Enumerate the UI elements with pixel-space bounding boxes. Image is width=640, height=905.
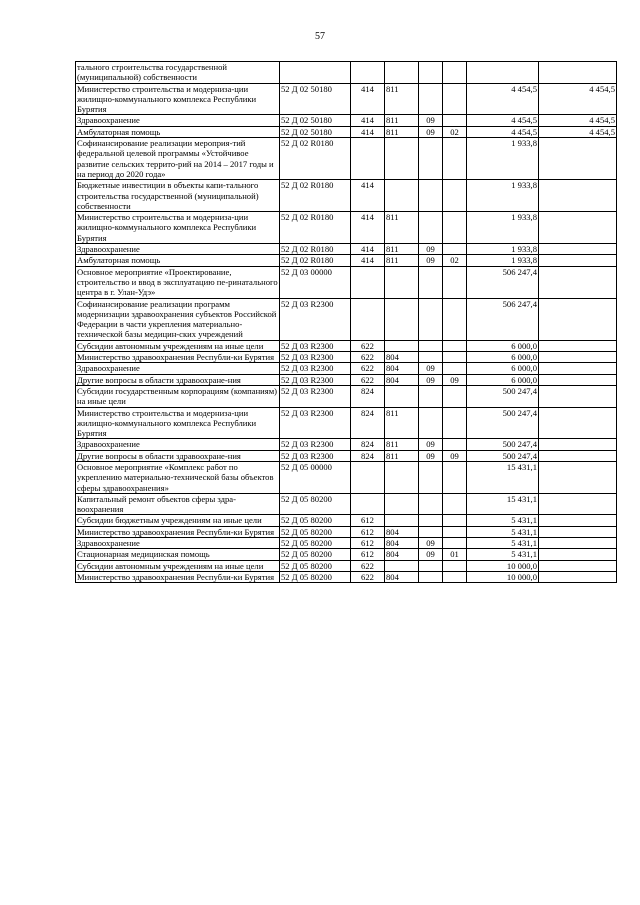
table-row xyxy=(76,126,617,137)
expense-type-code-cell: 824 xyxy=(351,450,385,461)
subsection-code-cell xyxy=(443,244,467,255)
target-article-code-cell: 52 Д 03 R2300 xyxy=(280,374,351,385)
table-row xyxy=(76,352,617,363)
row-name-cell: Софинансирование реализации мероприя-тий федеральной целевой программы «Устойчивое развитие сельских террито-рий на 2014 – 2017 годы и на период до 2020 года» xyxy=(76,138,280,180)
section-code-cell: 09 xyxy=(419,538,443,549)
expense-type-code-cell: 622 xyxy=(351,571,385,582)
target-article-code-cell: 52 Д 03 R2300 xyxy=(280,439,351,450)
target-article-code-cell: 52 Д 03 R2300 xyxy=(280,298,351,340)
section-code-cell xyxy=(419,407,443,439)
administrator-code-cell xyxy=(385,461,419,493)
row-name-cell: Субсидии бюджетным учреждениям на иные цели xyxy=(76,515,280,526)
section-code-cell xyxy=(419,571,443,582)
row-name-cell: Здравоохранение xyxy=(76,538,280,549)
amount-year-2-cell xyxy=(539,385,617,407)
expense-type-code-cell: 824 xyxy=(351,407,385,439)
expense-type-code-cell: 414 xyxy=(351,83,385,115)
section-code-cell: 09 xyxy=(419,115,443,126)
row-name-cell: Субсидии автономным учреждениям на иные цели xyxy=(76,560,280,571)
section-code-cell xyxy=(419,212,443,244)
administrator-code-cell: 811 xyxy=(385,244,419,255)
amount-year-1-cell: 506 247,4 xyxy=(467,266,539,298)
amount-year-2-cell xyxy=(539,244,617,255)
section-code-cell xyxy=(419,526,443,537)
amount-year-1-cell xyxy=(467,62,539,84)
target-article-code-cell: 52 Д 05 80200 xyxy=(280,549,351,560)
row-name-cell: Субсидии государственным корпорациям (компаниям) на иные цели xyxy=(76,385,280,407)
expense-type-code-cell: 414 xyxy=(351,180,385,212)
section-code-cell xyxy=(419,83,443,115)
section-code-cell: 09 xyxy=(419,244,443,255)
target-article-code-cell xyxy=(280,62,351,84)
row-name-cell: Министерство строительства и модерниза-ции жилищно-коммунального комплекса Республики Бурятия xyxy=(76,83,280,115)
table-row xyxy=(76,115,617,126)
target-article-code-cell: 52 Д 05 80200 xyxy=(280,560,351,571)
subsection-code-cell: 09 xyxy=(443,450,467,461)
amount-year-1-cell: 6 000,0 xyxy=(467,374,539,385)
target-article-code-cell: 52 Д 02 R0180 xyxy=(280,138,351,180)
expense-type-code-cell: 612 xyxy=(351,549,385,560)
expense-type-code-cell xyxy=(351,461,385,493)
administrator-code-cell xyxy=(385,266,419,298)
amount-year-1-cell: 4 454,5 xyxy=(467,83,539,115)
table-row xyxy=(76,212,617,244)
administrator-code-cell: 804 xyxy=(385,363,419,374)
target-article-code-cell: 52 Д 03 R2300 xyxy=(280,363,351,374)
subsection-code-cell xyxy=(443,407,467,439)
administrator-code-cell: 811 xyxy=(385,450,419,461)
subsection-code-cell xyxy=(443,352,467,363)
table-row xyxy=(76,255,617,266)
amount-year-1-cell: 1 933,8 xyxy=(467,255,539,266)
target-article-code-cell: 52 Д 05 80200 xyxy=(280,571,351,582)
row-name-cell: Другие вопросы в области здравоохране-ния xyxy=(76,450,280,461)
amount-year-2-cell xyxy=(539,255,617,266)
target-article-code-cell: 52 Д 03 R2300 xyxy=(280,407,351,439)
expense-type-code-cell: 414 xyxy=(351,244,385,255)
table-row xyxy=(76,244,617,255)
target-article-code-cell: 52 Д 02 50180 xyxy=(280,115,351,126)
budget-table-body xyxy=(76,62,617,583)
subsection-code-cell xyxy=(443,538,467,549)
amount-year-1-cell: 5 431,1 xyxy=(467,538,539,549)
administrator-code-cell: 804 xyxy=(385,538,419,549)
row-name-cell: Софинансирование реализации программ модернизации здравоохранения субъектов Российской Федерации в части укрепления материально-технической базы медицин-ских учреждений xyxy=(76,298,280,340)
target-article-code-cell: 52 Д 02 R0180 xyxy=(280,180,351,212)
section-code-cell xyxy=(419,298,443,340)
target-article-code-cell: 52 Д 02 R0180 xyxy=(280,255,351,266)
expense-type-code-cell: 414 xyxy=(351,255,385,266)
amount-year-2-cell xyxy=(539,298,617,340)
subsection-code-cell xyxy=(443,212,467,244)
expense-type-code-cell xyxy=(351,62,385,84)
table-row xyxy=(76,493,617,515)
amount-year-2-cell xyxy=(539,549,617,560)
target-article-code-cell: 52 Д 02 R0180 xyxy=(280,212,351,244)
amount-year-1-cell: 506 247,4 xyxy=(467,298,539,340)
amount-year-2-cell xyxy=(539,180,617,212)
budget-table xyxy=(75,61,617,583)
section-code-cell: 09 xyxy=(419,255,443,266)
subsection-code-cell xyxy=(443,138,467,180)
target-article-code-cell: 52 Д 05 80200 xyxy=(280,538,351,549)
expense-type-code-cell: 622 xyxy=(351,560,385,571)
section-code-cell: 09 xyxy=(419,126,443,137)
amount-year-1-cell: 500 247,4 xyxy=(467,439,539,450)
amount-year-2-cell: 4 454,5 xyxy=(539,115,617,126)
amount-year-1-cell: 5 431,1 xyxy=(467,515,539,526)
row-name-cell: Здравоохранение xyxy=(76,244,280,255)
expense-type-code-cell: 622 xyxy=(351,352,385,363)
row-name-cell: Министерство строительства и модерниза-ции жилищно-коммунального комплекса Республики Бурятия xyxy=(76,407,280,439)
table-row xyxy=(76,450,617,461)
subsection-code-cell: 01 xyxy=(443,549,467,560)
row-name-cell: Здравоохранение xyxy=(76,115,280,126)
expense-type-code-cell xyxy=(351,266,385,298)
amount-year-2-cell xyxy=(539,352,617,363)
section-code-cell xyxy=(419,352,443,363)
amount-year-1-cell: 500 247,4 xyxy=(467,450,539,461)
amount-year-1-cell: 5 431,1 xyxy=(467,549,539,560)
subsection-code-cell xyxy=(443,461,467,493)
subsection-code-cell xyxy=(443,571,467,582)
amount-year-2-cell xyxy=(539,363,617,374)
target-article-code-cell: 52 Д 05 80200 xyxy=(280,526,351,537)
administrator-code-cell: 811 xyxy=(385,407,419,439)
expense-type-code-cell: 824 xyxy=(351,439,385,450)
subsection-code-cell xyxy=(443,83,467,115)
expense-type-code-cell xyxy=(351,298,385,340)
amount-year-1-cell: 6 000,0 xyxy=(467,340,539,351)
amount-year-2-cell xyxy=(539,407,617,439)
subsection-code-cell xyxy=(443,340,467,351)
administrator-code-cell: 811 xyxy=(385,439,419,450)
section-code-cell xyxy=(419,180,443,212)
target-article-code-cell: 52 Д 03 R2300 xyxy=(280,450,351,461)
expense-type-code-cell: 824 xyxy=(351,385,385,407)
administrator-code-cell xyxy=(385,180,419,212)
amount-year-2-cell xyxy=(539,374,617,385)
row-name-cell: Капитальный ремонт объектов сферы здра-воохранения xyxy=(76,493,280,515)
amount-year-1-cell: 5 431,1 xyxy=(467,526,539,537)
section-code-cell xyxy=(419,493,443,515)
administrator-code-cell xyxy=(385,62,419,84)
target-article-code-cell: 52 Д 03 R2300 xyxy=(280,340,351,351)
page-number: 57 xyxy=(315,31,325,42)
subsection-code-cell xyxy=(443,560,467,571)
expense-type-code-cell: 414 xyxy=(351,115,385,126)
target-article-code-cell: 52 Д 03 00000 xyxy=(280,266,351,298)
amount-year-1-cell: 10 000,0 xyxy=(467,560,539,571)
table-row xyxy=(76,266,617,298)
amount-year-2-cell xyxy=(539,212,617,244)
section-code-cell: 09 xyxy=(419,549,443,560)
row-name-cell: Амбулаторная помощь xyxy=(76,126,280,137)
expense-type-code-cell: 612 xyxy=(351,526,385,537)
section-code-cell xyxy=(419,461,443,493)
target-article-code-cell: 52 Д 03 R2300 xyxy=(280,352,351,363)
target-article-code-cell: 52 Д 02 50180 xyxy=(280,126,351,137)
row-name-cell: Министерство здравоохранения Республи-ки Бурятия xyxy=(76,352,280,363)
table-row xyxy=(76,526,617,537)
amount-year-1-cell: 15 431,1 xyxy=(467,461,539,493)
amount-year-2-cell xyxy=(539,560,617,571)
subsection-code-cell xyxy=(443,115,467,126)
amount-year-2-cell xyxy=(539,266,617,298)
row-name-cell: Амбулаторная помощь xyxy=(76,255,280,266)
table-row xyxy=(76,180,617,212)
subsection-code-cell xyxy=(443,363,467,374)
administrator-code-cell xyxy=(385,298,419,340)
amount-year-2-cell xyxy=(539,138,617,180)
subsection-code-cell xyxy=(443,180,467,212)
table-row xyxy=(76,571,617,582)
amount-year-1-cell: 1 933,8 xyxy=(467,180,539,212)
administrator-code-cell: 811 xyxy=(385,115,419,126)
expense-type-code-cell: 622 xyxy=(351,363,385,374)
amount-year-2-cell: 4 454,5 xyxy=(539,126,617,137)
table-row xyxy=(76,439,617,450)
row-name-cell: тального строительства государственной (муниципальной) собственности xyxy=(76,62,280,84)
section-code-cell xyxy=(419,62,443,84)
administrator-code-cell xyxy=(385,560,419,571)
amount-year-1-cell: 4 454,5 xyxy=(467,126,539,137)
amount-year-2-cell xyxy=(539,493,617,515)
section-code-cell xyxy=(419,385,443,407)
amount-year-2-cell xyxy=(539,340,617,351)
table-row xyxy=(76,538,617,549)
amount-year-1-cell: 6 000,0 xyxy=(467,352,539,363)
amount-year-1-cell: 4 454,5 xyxy=(467,115,539,126)
target-article-code-cell: 52 Д 05 80200 xyxy=(280,515,351,526)
row-name-cell: Министерство здравоохранения Республи-ки Бурятия xyxy=(76,526,280,537)
amount-year-2-cell xyxy=(539,526,617,537)
administrator-code-cell: 804 xyxy=(385,374,419,385)
table-row xyxy=(76,385,617,407)
administrator-code-cell: 804 xyxy=(385,571,419,582)
subsection-code-cell xyxy=(443,62,467,84)
administrator-code-cell: 811 xyxy=(385,212,419,244)
administrator-code-cell: 804 xyxy=(385,549,419,560)
table-row xyxy=(76,515,617,526)
table-row xyxy=(76,340,617,351)
section-code-cell xyxy=(419,515,443,526)
expense-type-code-cell xyxy=(351,138,385,180)
subsection-code-cell: 02 xyxy=(443,126,467,137)
table-row xyxy=(76,549,617,560)
subsection-code-cell xyxy=(443,266,467,298)
amount-year-1-cell: 10 000,0 xyxy=(467,571,539,582)
expense-type-code-cell: 622 xyxy=(351,374,385,385)
subsection-code-cell xyxy=(443,298,467,340)
subsection-code-cell: 09 xyxy=(443,374,467,385)
amount-year-2-cell xyxy=(539,571,617,582)
amount-year-1-cell: 1 933,8 xyxy=(467,138,539,180)
target-article-code-cell: 52 Д 02 50180 xyxy=(280,83,351,115)
row-name-cell: Здравоохранение xyxy=(76,363,280,374)
administrator-code-cell xyxy=(385,515,419,526)
amount-year-1-cell: 6 000,0 xyxy=(467,363,539,374)
amount-year-2-cell xyxy=(539,62,617,84)
expense-type-code-cell xyxy=(351,493,385,515)
section-code-cell: 09 xyxy=(419,363,443,374)
row-name-cell: Другие вопросы в области здравоохране-ния xyxy=(76,374,280,385)
row-name-cell: Основное мероприятие «Комплекс работ по укреплению материально-технической базы объектов сферы здравоохранения» xyxy=(76,461,280,493)
amount-year-1-cell: 500 247,4 xyxy=(467,407,539,439)
administrator-code-cell: 811 xyxy=(385,126,419,137)
subsection-code-cell xyxy=(443,385,467,407)
section-code-cell xyxy=(419,138,443,180)
section-code-cell: 09 xyxy=(419,450,443,461)
section-code-cell xyxy=(419,340,443,351)
target-article-code-cell: 52 Д 05 00000 xyxy=(280,461,351,493)
expense-type-code-cell: 622 xyxy=(351,340,385,351)
row-name-cell: Министерство здравоохранения Республи-ки Бурятия xyxy=(76,571,280,582)
administrator-code-cell xyxy=(385,493,419,515)
amount-year-2-cell xyxy=(539,515,617,526)
expense-type-code-cell: 612 xyxy=(351,538,385,549)
table-row xyxy=(76,374,617,385)
amount-year-2-cell xyxy=(539,439,617,450)
row-name-cell: Основное мероприятие «Проектирование, строительство и ввод в эксплуатацию пе-ринатального центра в г. Улан-Удэ» xyxy=(77,266,278,298)
row-name-cell: Здравоохранение xyxy=(76,439,280,450)
expense-type-code-cell: 414 xyxy=(351,126,385,137)
administrator-code-cell: 811 xyxy=(385,255,419,266)
target-article-code-cell: 52 Д 05 80200 xyxy=(280,493,351,515)
subsection-code-cell xyxy=(443,515,467,526)
table-row xyxy=(76,62,617,84)
amount-year-1-cell: 15 431,1 xyxy=(467,493,539,515)
table-row xyxy=(76,298,617,340)
target-article-code-cell: 52 Д 03 R2300 xyxy=(280,385,351,407)
amount-year-1-cell: 1 933,8 xyxy=(467,212,539,244)
section-code-cell xyxy=(419,266,443,298)
section-code-cell: 09 xyxy=(419,374,443,385)
amount-year-1-cell: 500 247,4 xyxy=(467,385,539,407)
table-row xyxy=(76,560,617,571)
row-name-cell: Министерство строительства и модерниза-ции жилищно-коммунального комплекса Республики Бурятия xyxy=(76,212,280,244)
administrator-code-cell xyxy=(385,385,419,407)
amount-year-1-cell: 1 933,8 xyxy=(467,244,539,255)
administrator-code-cell: 811 xyxy=(385,83,419,115)
amount-year-2-cell: 4 454,5 xyxy=(539,83,617,115)
amount-year-2-cell xyxy=(539,450,617,461)
section-code-cell: 09 xyxy=(419,439,443,450)
table-row xyxy=(76,363,617,374)
amount-year-2-cell xyxy=(539,461,617,493)
row-name-cell: Бюджетные инвестиции в объекты капи-тального строительства государственной (муниципальной) собственности xyxy=(76,180,280,212)
administrator-code-cell: 804 xyxy=(385,526,419,537)
amount-year-2-cell xyxy=(539,538,617,549)
subsection-code-cell xyxy=(443,493,467,515)
subsection-code-cell xyxy=(443,439,467,450)
subsection-code-cell xyxy=(443,526,467,537)
administrator-code-cell: 804 xyxy=(385,352,419,363)
row-name-cell: Субсидии автономным учреждениям на иные цели xyxy=(76,340,280,351)
expense-type-code-cell: 414 xyxy=(351,212,385,244)
administrator-code-cell xyxy=(385,138,419,180)
subsection-code-cell: 02 xyxy=(443,255,467,266)
administrator-code-cell xyxy=(385,340,419,351)
expense-type-code-cell: 612 xyxy=(351,515,385,526)
table-row xyxy=(76,138,617,180)
row-name-cell: Стационарная медицинская помощь xyxy=(76,549,280,560)
section-code-cell xyxy=(419,560,443,571)
table-row xyxy=(76,407,617,439)
table-row xyxy=(76,461,617,493)
table-row xyxy=(76,83,617,115)
target-article-code-cell: 52 Д 02 R0180 xyxy=(280,244,351,255)
